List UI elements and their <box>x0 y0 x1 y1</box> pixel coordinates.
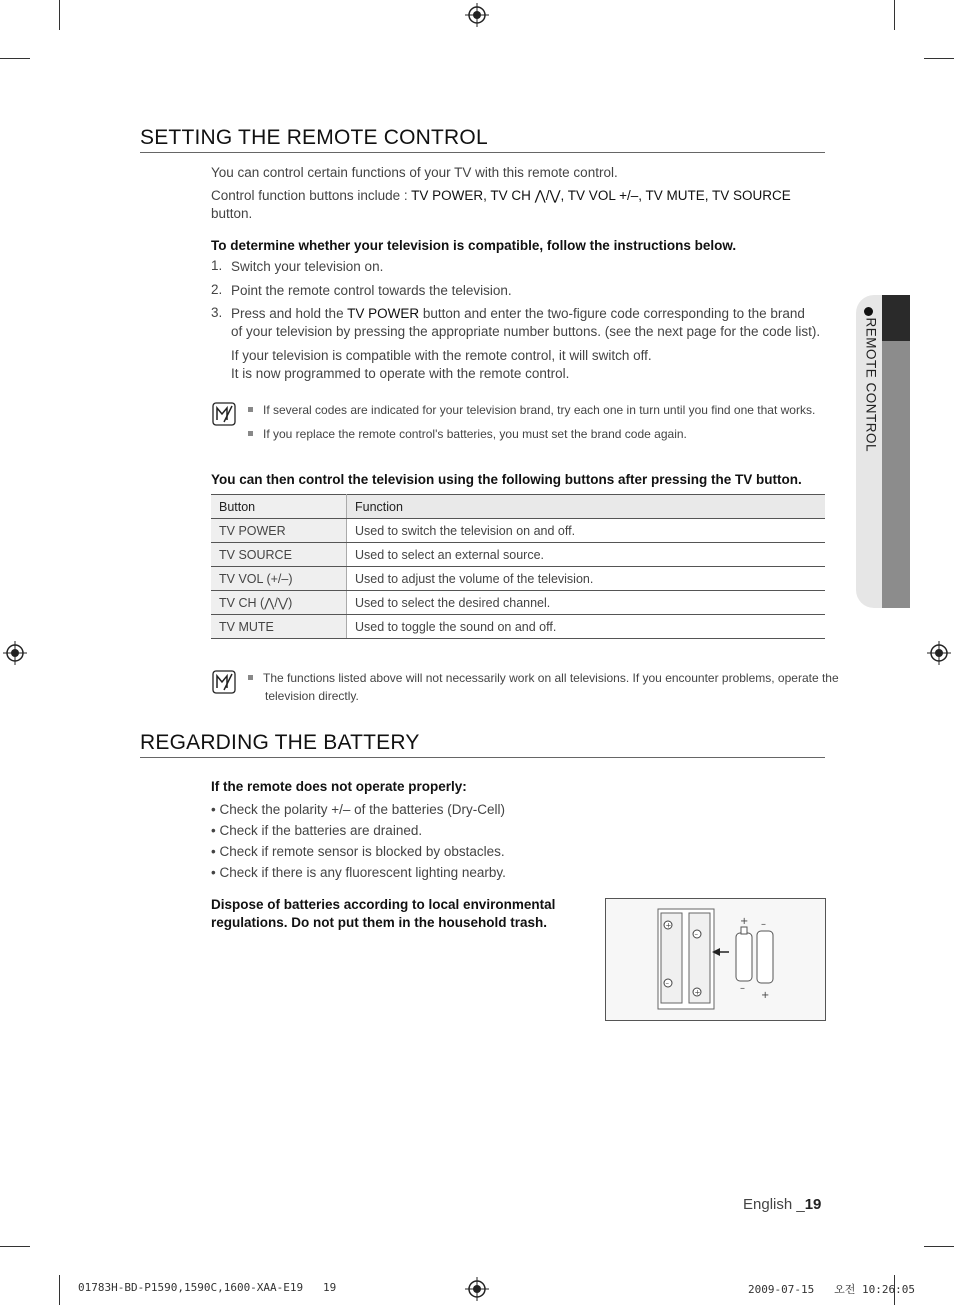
note-item: The functions listed above will not necessarily work on all televisions. If you encounter problems, operate the <box>248 669 839 687</box>
intro-text: You can control certain functions of your TV with this remote control. <box>211 165 618 180</box>
side-tab <box>856 295 910 608</box>
battery-heading: If the remote does not operate properly: <box>211 779 467 794</box>
registration-mark-icon <box>3 641 27 665</box>
table-cell: Used to select the desired channel. <box>347 591 826 615</box>
compat-result: It is now programmed to operate with the remote control. <box>231 366 570 381</box>
function-table <box>211 494 825 639</box>
side-tab-label: REMOTE CONTROL <box>863 317 879 453</box>
step-text: Switch your television on. <box>231 259 384 274</box>
table-header: Button <box>211 495 347 519</box>
table-header-row <box>211 495 825 519</box>
svg-text:–: – <box>665 979 669 988</box>
step-text: Press and hold the TV POWER button and enter the two-figure code corresponding to the brand <box>231 306 805 321</box>
svg-text:+: + <box>740 916 749 927</box>
page-number: English _19 <box>743 1196 822 1213</box>
step-number: 2. <box>211 282 223 297</box>
svg-text:–: – <box>694 930 698 939</box>
table-cell: Used to toggle the sound on and off. <box>347 615 826 639</box>
dispose-text: regulations. Do not put them in the household trash. <box>211 915 547 930</box>
table-cell: TV MUTE <box>211 615 347 639</box>
registration-mark-icon <box>465 3 489 27</box>
battery-bullet: • Check if remote sensor is blocked by obstacles. <box>211 844 505 859</box>
buttons-suffix: button. <box>211 206 253 221</box>
svg-text:–: – <box>740 983 745 994</box>
battery-bullet: • Check if the batteries are drained. <box>211 823 423 838</box>
table-header: Function <box>347 495 826 519</box>
svg-text:–: – <box>761 919 766 930</box>
table-row <box>211 567 825 591</box>
section-title-remote: SETTING THE REMOTE CONTROL <box>140 126 825 153</box>
svg-text:+: + <box>665 921 672 930</box>
table-cell: Used to switch the television on and off. <box>347 519 826 543</box>
step-number: 3. <box>211 305 223 320</box>
crop-mark <box>894 0 895 30</box>
registration-mark-icon <box>927 641 951 665</box>
compat-heading: To determine whether your television is compatible, follow the instructions below. <box>211 238 737 253</box>
crop-mark <box>924 58 954 59</box>
table-row <box>211 615 825 639</box>
print-date: 2009-07-15 오전 10:26:05 <box>748 1283 915 1296</box>
battery-bullet: • Check if there is any fluorescent lighting nearby. <box>211 865 506 880</box>
svg-text:+: + <box>694 988 701 997</box>
compat-result: If your television is compatible with the remote control, it will switch off. <box>231 348 652 363</box>
table-row <box>211 591 825 615</box>
registration-mark-icon <box>465 1277 489 1301</box>
crop-mark <box>0 1246 30 1247</box>
note-icon <box>212 670 236 694</box>
crop-mark <box>59 1275 60 1305</box>
print-file-info: 01783H-BD-P1590,1590C,1600-XAA-E19 19 <box>78 1281 337 1294</box>
crop-mark <box>924 1246 954 1247</box>
step-text: Point the remote control towards the television. <box>231 283 512 298</box>
table-cell: TV SOURCE <box>211 543 347 567</box>
note-icon <box>212 402 236 426</box>
table-cell: TV POWER <box>211 519 347 543</box>
svg-text:+: + <box>761 990 770 1001</box>
note-item-cont: television directly. <box>265 689 359 703</box>
buttons-line: Control function buttons include : TV POWER, TV CH ⋀/⋁, TV VOL +/–, TV MUTE, TV SOURCE <box>211 188 791 203</box>
crop-mark <box>0 58 30 59</box>
table-cell: TV CH (⋀/⋁) <box>211 591 347 615</box>
note-item: If several codes are indicated for your television brand, try each one in turn until you find one that works. <box>248 401 815 419</box>
table-cell: Used to select an external source. <box>347 543 826 567</box>
table-row <box>211 543 825 567</box>
step-text-cont: of your television by pressing the appropriate number buttons. (see the next page for the code list). <box>231 324 821 339</box>
crop-mark <box>59 0 60 30</box>
table-heading: You can then control the television using the following buttons after pressing the TV button. <box>211 472 802 487</box>
battery-bullet: • Check the polarity +/– of the batteries (Dry-Cell) <box>211 802 505 817</box>
dispose-text: Dispose of batteries according to local environmental <box>211 897 556 912</box>
section-title-battery: REGARDING THE BATTERY <box>140 731 825 758</box>
battery-diagram-icon <box>606 899 824 1019</box>
table-row <box>211 519 825 543</box>
step-number: 1. <box>211 258 223 273</box>
table-cell: Used to adjust the volume of the television. <box>347 567 826 591</box>
note-item: If you replace the remote control's batteries, you must set the brand code again. <box>248 425 687 443</box>
table-cell: TV VOL (+/–) <box>211 567 347 591</box>
